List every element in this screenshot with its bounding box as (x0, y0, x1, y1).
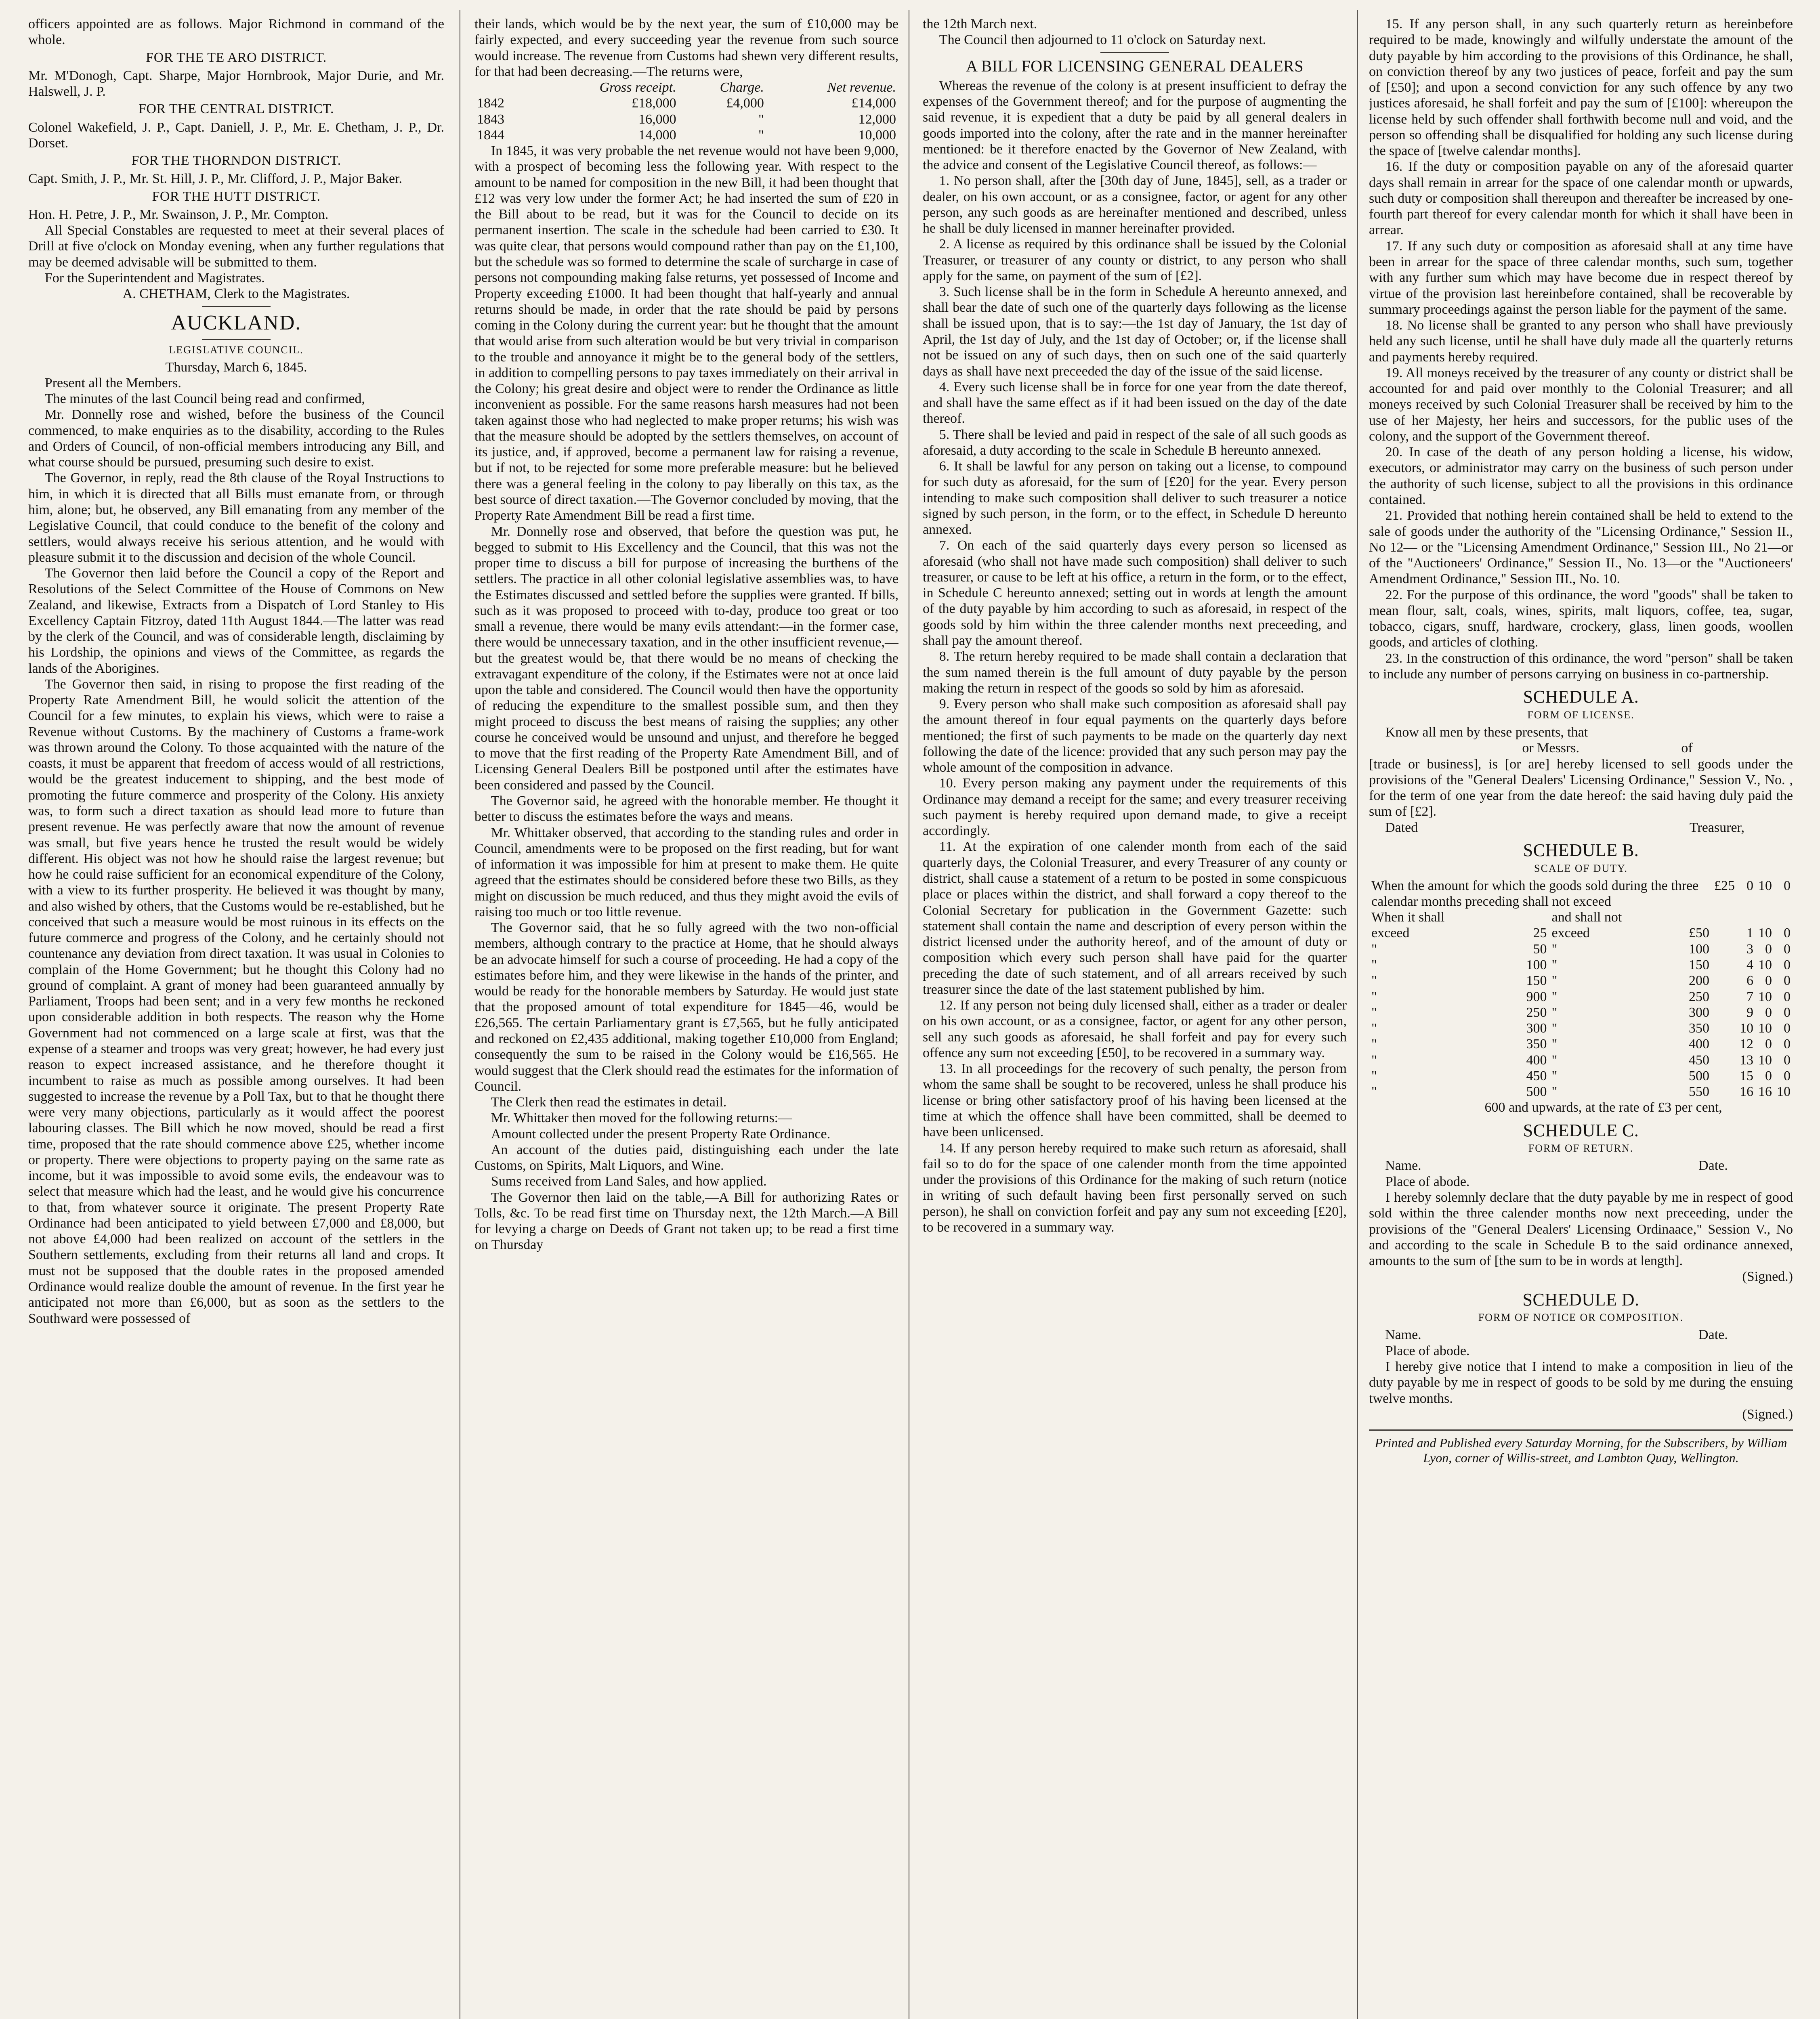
section-9: 9. Every person who shall make such composition as aforesaid shall pay the amount thereof in four equal payments on the quarterly days before mentioned; the first of such payments to be made on the quarterly day next following the date of the licence: provided that any such person may pay the whole amount of the composition in advance. (923, 697, 1347, 775)
schedule-c-title: SCHEDULE C. (1523, 1120, 1639, 1140)
district-members: Colonel Wakefield, J. P., Capt. Daniell, J. P., Mr. E. Chetham, J. P., Dr. Dorset. (28, 120, 444, 151)
pounds-cell: 1 (1746, 926, 1753, 941)
divider (1100, 52, 1169, 53)
label: Date. (1698, 1327, 1728, 1343)
pounds-cell: 0 (1746, 878, 1753, 893)
table-row (1369, 878, 1793, 910)
label: or Messrs. (1522, 741, 1579, 756)
label: of (1681, 741, 1693, 756)
ditto-mark: " (1551, 941, 1558, 957)
ditto-mark: " (1551, 957, 1558, 972)
to-cell: 200 (1688, 973, 1709, 989)
charge-cell: " (758, 127, 764, 143)
table-row (474, 127, 898, 143)
pounds-cell: 3 (1746, 941, 1753, 957)
section-15: 15. If any person shall, in any such quarterly return as hereinbefore required to be made, knowingly and wilfully understate the amount of the duty payable by him according to the provisions of this Ordinance, he shall, on conviction thereof by any two justices of peace, forfeit and pay the sum of [£50]; and upon a second conviction for any such offence by any two justices aforesaid, he shall forfeit and pay the sum of [£100]: whereupon the license held by such offender shall forthwith become null and void, and the person so offending shall be disqualified for holding any such license during the space of [twelve calendar months]. (1369, 17, 1793, 159)
section-3: 3. Such license shall be in the form in Schedule A hereunto annexed, and shall bear the date of such one of the quarterly days following as the license shall be issued upon, that is to say:—the 1st day of January, the 1st day of April, the 1st day of July, and the 1st day of October; or, if the license shall not be issued on any of such days, then on such one of the said quarterly days as shall have next preceeded the day of the issue of the said license. (923, 284, 1347, 379)
schedule-d-name-line (1369, 1327, 1793, 1343)
shillings-cell: 0 (1765, 941, 1772, 957)
schedule-d-title: SCHEDULE D. (1522, 1289, 1639, 1310)
table-row (1369, 973, 1793, 989)
charge-cell: " (758, 111, 764, 127)
pence-cell: 10 (1777, 1084, 1791, 1100)
pounds-cell: 15 (1739, 1068, 1753, 1083)
from-cell: 500 (1526, 1084, 1547, 1100)
section-22: 22. For the purpose of this ordinance, the word "goods" shall be taken to mean flour, salt, coals, wines, spirits, malt liquors, coffee, tea, sugar, tobacco, cigars, snuff, hardware, crockery, glass, linen goods, woollen goods, and articles of clothing. (1369, 587, 1793, 650)
table-row (1369, 1100, 1793, 1115)
ditto-mark: " (1551, 1068, 1558, 1083)
section-19: 19. All moneys received by the treasurer of any county or district shall be accounted for and paid over monthly to the Colonial Treasurer; and all moneys received by such Colonial Treasurer shall be received by him to the use of her Majesty, her heirs and successors, for the public uses of the colony, and the support of the Government thereof. (1369, 365, 1793, 444)
paragraph: Mr. Whittaker observed, that according to the standing rules and order in Council, amendments were to be proposed on the first reading, but for want of information it was impossible for him at present to make them. He quite agreed that the estimates should be considered before these two Bills, as they might on discussion be much reduced, and thus they might avoid the evils of raising too much or too little revenue. (474, 825, 898, 919)
pence-cell: 0 (1784, 878, 1791, 893)
shillings-cell: 0 (1765, 1068, 1772, 1083)
paragraph: An account of the duties paid, distinguishing each under the late Customs, on Spirits, Malt Liquors, and Wine. (474, 1142, 898, 1173)
revenue-table (474, 80, 898, 143)
to-cell: 150 (1688, 957, 1709, 972)
district-heading: FOR THE THORNDON DISTRICT. (131, 153, 341, 168)
paragraph: In 1845, it was very probable the net revenue would not have been 9,000, with a prospect of becoming less the following year. With respect to the amount to be named for composition in the new Bill, it had been thought that £12 was very low under the former Act; he had inserted the sum of £20 in the Bill about to be read, but it was for the Council to decide on its permanent insertion. The scale in the schedule had been carried to £30. It was quite clear, that persons would compound rather than pay on the £1,100, but the schedule was so formed to determine the scale of surcharge in case of persons not compounding making false returns, yet possessed of Income and Property exceeding £1000. It had been thought that half-yearly and annual returns should be made, in order that the rate should be paid by persons coming in the Colony during the current year: but he thought that the amount that would arise from such alteration would be but very trivial in comparison to the trouble and annoyance it might be to the general body of the settlers, in addition to compelling persons to pay taxes immediately on their arrival in the Colony; his great desire and object were to render the Ordinance as little inconvenient as possible. For the same reasons harsh measures had not been taken against those who had neglected to make proper returns; his wish was that the measure should be adopted by the settlers themselves, on account of its justice, and, if approved, become a permanent law for raising a revenue, but if not, to be rejected for some more preferable measure: but he believed there was a general feeling in the colony to pay liberally on this tax, as the best source of direct taxation.—The Governor concluded by moving, that the Property Rate Amendment Bill be read a first time. (474, 143, 898, 523)
table-row (1369, 957, 1793, 973)
pounds-cell: 6 (1746, 973, 1753, 989)
shillings-cell: 10 (1758, 1021, 1772, 1036)
signed-label: (Signed.) (1742, 1406, 1793, 1422)
to-cell: 250 (1688, 989, 1709, 1004)
shillings-cell: 10 (1758, 926, 1772, 941)
district-heading: FOR THE HUTT DISTRICT. (152, 189, 321, 204)
schedule-d-subtitle: FORM OF NOTICE OR COMPOSITION. (1478, 1312, 1684, 1324)
to-cell: 100 (1688, 941, 1709, 957)
table-row (1369, 909, 1793, 925)
pence-cell: 0 (1784, 973, 1791, 989)
ditto-mark: " (1551, 1037, 1558, 1052)
paragraph: The Governor, in reply, read the 8th clause of the Royal Instructions to him, in which it is directed that all Bills must emanate from, or through him, alone; but, he observed, any Bill emanating from any member of the Legislative Council, that could conduce to the benefit of the colony and settlers, would always receive his serious attention, and he would with pleasure submit it to the discussion and decision of the whole Council. (28, 470, 444, 565)
section-6: 6. It shall be lawful for any person on taking out a license, to compound for such duty as aforesaid, for the sum of [£20] for the year. Every person intending to make such composition shall deliver to such treasurer a notice signed by such person, in the form, or to the effect, in Schedule D hereunto annexed. (923, 459, 1347, 537)
pence-cell: 0 (1784, 1052, 1791, 1068)
column-4 (1369, 16, 1793, 2019)
gross-cell: £18,000 (632, 96, 676, 111)
pence-cell: 0 (1784, 957, 1791, 972)
section-1: 1. No person shall, after the [30th day of June, 1845], sell, as a trader or dealer, on his own account, or as a consignee, factor, or agent for any other person, any such goods as are hereinafter mentioned and described, unless he shall be duly licensed in manner hereinafter provided. (923, 173, 1347, 236)
ditto-mark: " (1551, 1005, 1558, 1020)
net-cell: £14,000 (851, 96, 896, 111)
schedule-b-table (1369, 878, 1793, 1116)
shillings-cell: 10 (1758, 878, 1772, 893)
from-cell: 350 (1526, 1037, 1547, 1052)
schedule-a-know: Know all men by these presents, that (1385, 724, 1588, 740)
section-5: 5. There shall be levied and paid in respect of the sale of all such goods as aforesaid, a duty according to the scale in Schedule B hereunto annexed. (923, 427, 1347, 458)
section-10: 10. Every person making any payment under the requirements of this Ordinance may demand a receipt for the same; and every treasurer receiving such payment is hereby required upon demand made, to give a receipt accordingly. (923, 776, 1347, 839)
table-row (1369, 925, 1793, 941)
paragraph: All Special Constables are requested to meet at their several places of Drill at five o'clock on Monday evening, when any further regulations that may be deemed advisable will be submitted to them. (28, 223, 444, 270)
paragraph: The Governor then said, in rising to propose the first reading of the Property Rate Amendment Bill, he would solicit the attention of the Council for a few minutes, to explain his views, which were to raise a Revenue without Customs. By the machinery of Customs a frame-work was thrown around the Colony. To those acquainted with the nature of the coasts, it must be apparent that freedom of access would of all restrictions, would be the greatest inducement to shipping, and the best mode of promoting the future commerce and prosperity of the Colony. His anxiety was, to form such a direct taxation as should lead more to future than present revenue. He was perfectly aware that now the amount of revenue was small, but five years hence he trusted the result would be widely different. His object was not how he should raise the largest revenue; but how he could raise sufficient for an economical expenditure of the Colony, with a view to its further prosperity. He believed it was thought by many, and also wished by others, that the Customs would be re-established, but he conceived that such a measure would be most ruinous in its effects on the future commerce and progress of the Colony, and he certainly should not countenance any deviation from direct taxation. It was usual in Colonies to complain of the Home Government; but he thought this Colony had no ground of complaint. A grant of money had been guaranteed annually by Parliament, Troops had been sent; and in a very few months he reckoned upon considerable addition in both respects. The reason why the Home Government had not commenced on a large scale at first, was that the expense of a steamer and troops was very great; however, he had every just reason to expect increased assistance, and he therefore thought it incumbent to raise as much as possible among ourselves. It had been suggested to increase the revenue by a Poll Tax, but to that he thought there were very many objections, particularly as it would affect the poorest labouring classes. The Bill which he now moved, should be read a first time, proposed that the rate should commence above £25, whether income or property. There were objections to property paying on the same rate as income, but it was impossible to avoid some evils, the endeavour was to select that measure which had the least, and he would give his concurrence to that, from whatever source it originate. The present Property Rate Ordinance had been anticipated to yield between £7,000 and £8,000, but not above £4,000 had been realized on account of the settlers in the Southern settlements, excluding from their returns all land and crops. It must not be supposed that the double rates in the proposed amended Ordinance would realize double the amount of revenue. In the first year he anticipated not more than £6,000, but as soon as the settlers to the Southward were possessed of (28, 676, 444, 1326)
from-cell: 250 (1526, 1005, 1547, 1020)
section-8: 8. The return hereby required to be made shall contain a declaration that the sum named therein is the full amount of duty payable by the person making the return in respect of the goods so sold by him as aforesaid. (923, 649, 1347, 696)
section-2: 2. A license as required by this ordinance shall be issued by the Colonial Treasurer, or treasurer of any county or district, to any person who shall apply for the same, on payment of the sum of [£2]. (923, 237, 1347, 283)
label: Name. (1385, 1327, 1421, 1343)
pounds-cell: 9 (1746, 1005, 1753, 1020)
to-cell: 400 (1688, 1037, 1709, 1052)
label: Place of abode. (1385, 1174, 1470, 1189)
from-cell: 150 (1526, 973, 1547, 989)
schedule-a-body: [trade or business], is [or are] hereby licensed to sell goods under the provisions of the "General Dealers' Licensing Ordinance," Session V., No. , for the term of one year from the date hereof: the said having duly paid the sum of [£2]. (1369, 756, 1793, 819)
subsection-title: LEGISLATIVE COUNCIL. (169, 344, 304, 356)
schedule-b-last: 600 and upwards, at the rate of £3 per cent, (1484, 1100, 1722, 1115)
ditto-mark: " (1371, 1037, 1377, 1052)
date-line: Thursday, March 6, 1845. (165, 359, 307, 375)
column-2 (474, 16, 898, 2019)
paragraph: Amount collected under the present Property Rate Ordinance. (491, 1126, 831, 1142)
section-14: 14. If any person hereby required to make such return as aforesaid, shall fail so to do for the space of one calender month from the time appointed under the provisions of this Ordinance for the making of such return (notice in writing of such default having been first personally served on such person), he shall on conviction forfeit and pay any sum not exceeding [£20], to be recovered in a summary way. (923, 1140, 1347, 1235)
schedule-c-name-line (1369, 1158, 1793, 1173)
table-row (1369, 941, 1793, 957)
from-cell: 50 (1533, 941, 1547, 957)
net-cell: 10,000 (858, 127, 896, 143)
signature: A. CHETHAM, Clerk to the Magistrates. (122, 286, 350, 302)
pence-cell: 0 (1784, 1068, 1791, 1083)
section-23: 23. In the construction of this ordinance, the word "person" shall be taken to include any number of persons carrying on business in co-partnership. (1369, 651, 1793, 682)
column-header: Charge. (720, 80, 764, 95)
gross-cell: 14,000 (638, 127, 676, 143)
paragraph: The Council then adjourned to 11 o'clock on Saturday next. (939, 32, 1266, 48)
paragraph: Mr. Donnelly rose and wished, before the business of the Council commenced, to make enquiries as to the disability, according to the Rules and Orders of Council, of non-official members introducing any Bill, and what course should be pursued, presuming such desire to exist. (28, 407, 444, 470)
paragraph: Present all the Members. (44, 375, 181, 390)
table-row (474, 111, 898, 127)
label: Name. (1385, 1158, 1421, 1173)
to-cell: 350 (1688, 1021, 1709, 1036)
to-cell: 300 (1688, 1005, 1709, 1020)
section-16: 16. If the duty or composition payable on any of the aforesaid quarter days shall remain in arrear for the space of one calendar month or upwards, such duty or composition shall thereupon and thereafter be increased by one-fourth part thereof for every calendar month for which it shall have been in arrear. (1369, 159, 1793, 238)
label: Date. (1698, 1158, 1728, 1173)
charge-cell: £4,000 (726, 96, 764, 111)
imprint: Printed and Published every Saturday Morning, for the Subscribers, by William Lyon, corner of Willis-street, and Lambton Quay, Wellington. (1369, 1429, 1793, 1465)
schedule-b-title: SCHEDULE B. (1523, 840, 1639, 860)
paragraph: officers appointed are as follows. Major Richmond in command of the whole. (28, 17, 444, 48)
table-row (1369, 1068, 1793, 1084)
district-members: Hon. H. Petre, J. P., Mr. Swainson, J. P., Mr. Compton. (28, 207, 329, 222)
to-cell: 550 (1688, 1084, 1709, 1100)
district-heading: FOR THE CENTRAL DISTRICT. (138, 101, 334, 117)
pounds-cell: 12 (1739, 1037, 1753, 1052)
paragraph: Sums received from Land Sales, and how applied. (491, 1174, 767, 1189)
pence-cell: 0 (1784, 941, 1791, 957)
shillings-cell: 10 (1758, 989, 1772, 1004)
signed-label: (Signed.) (1742, 1269, 1793, 1284)
table-row (1369, 1020, 1793, 1036)
column-3 (923, 16, 1347, 2019)
pounds-cell: 16 (1739, 1084, 1753, 1100)
section-18: 18. No license shall be granted to any person who shall have previously held any such license, until he shall have duly made all the quarterly returns and payments hereby required. (1369, 318, 1793, 365)
section-12: 12. If any person not being duly licensed shall, either as a trader or dealer on his own account, or as a consignee, factor, or agent for any other person, sell any such goods as aforesaid, he shall forfeit and pay for every such offence any sum not exceeding [£50], to be recovered in a summary way. (923, 998, 1347, 1060)
pounds-cell: 7 (1746, 989, 1753, 1004)
from-cell: 450 (1526, 1068, 1547, 1083)
paragraph: their lands, which would be by the next year, the sum of £10,000 may be fairly expected, and every succeeding year the revenue from such source would increase. The revenue from Customs had shewn very different results, for that had been decreasing.—The returns were, (474, 17, 898, 79)
schedule-b-intro: When the amount for which the goods sold during the three calendar months preceding shall not exceed (1371, 878, 1699, 909)
label: exceed (1551, 926, 1590, 941)
pence-cell: 0 (1784, 926, 1791, 941)
pence-cell: 0 (1784, 1021, 1791, 1036)
label: and shall not (1551, 910, 1622, 925)
ditto-mark: " (1551, 1052, 1558, 1068)
ditto-mark: " (1371, 1005, 1377, 1020)
section-title: AUCKLAND. (171, 311, 302, 334)
schedule-c-body: I hereby solemnly declare that the duty payable by me in respect of good sold within the three calender months now next preceeding, under the provisions of the "General Dealers' Licensing Ordinaace," Session V., No and according to the scale in Schedule B to the said ordinance annexed, amounts to the sum of [the sum to be in words at length]. (1369, 1190, 1793, 1269)
table-row (1369, 1036, 1793, 1052)
paragraph: The Clerk then read the estimates in detail. (491, 1095, 727, 1110)
to-cell: 450 (1688, 1052, 1709, 1068)
ditto-mark: " (1371, 941, 1377, 957)
schedule-a-subtitle: FORM OF LICENSE. (1527, 709, 1635, 721)
pence-cell: 0 (1784, 1005, 1791, 1020)
label: When it shall (1371, 910, 1445, 925)
paragraph: The Governor then laid on the table,—A Bill for authorizing Rates or Tolls, &c. To be read first time on Thursday next, the 12th March.—A Bill for levying a charge on Deeds of Grant not taken up; to be read a first time on Thursday (474, 1190, 898, 1253)
net-cell: 12,000 (858, 111, 896, 127)
pence-cell: 0 (1784, 1037, 1791, 1052)
shillings-cell: 16 (1758, 1084, 1772, 1100)
table-header-row (474, 80, 898, 95)
schedule-d-body: I hereby give notice that I intend to make a composition in lieu of the duty payable by me in respect of goods to be sold by me during the ensuing twelve months. (1369, 1359, 1793, 1406)
paragraph: Mr. Whittaker then moved for the following returns:— (491, 1110, 792, 1126)
from-cell: 100 (1526, 957, 1547, 972)
shillings-cell: 0 (1765, 1037, 1772, 1052)
table-row (474, 95, 898, 111)
ditto-mark: " (1371, 973, 1377, 989)
ditto-mark: " (1371, 957, 1377, 972)
ditto-mark: " (1371, 1068, 1377, 1083)
from-cell: 400 (1526, 1052, 1547, 1068)
ditto-mark: " (1551, 989, 1558, 1004)
pounds-cell: 4 (1746, 957, 1753, 972)
ditto-mark: " (1551, 1084, 1558, 1100)
divider (202, 339, 271, 340)
section-11: 11. At the expiration of one calender month from each of the said quarterly days, the Colonial Treasurer, and every Treasurer of any county or district, shall cause a statement of a return to be posted in some conspicuous place or places within the district, and shall forward a copy thereof to the Colonial Secretary for publication in the Government Gazette: such statement shall contain the name and description of every person within the district licensed under the authority hereof, and of the amount of duty or composition which every such person shall have paid for the quarter preceding the date of such statement, and of all arrears received by such treasurer since the date of the last statement published by him. (923, 839, 1347, 997)
table-row (1369, 1084, 1793, 1100)
bill-title: A BILL FOR LICENSING GENERAL DEALERS (966, 57, 1304, 75)
paragraph: For the Superintendent and Magistrates. (44, 270, 265, 285)
ditto-mark: " (1371, 1084, 1377, 1100)
gross-cell: 16,000 (638, 111, 676, 127)
schedule-a-or-line (1369, 740, 1793, 756)
from-cell: 25 (1533, 926, 1547, 941)
year-cell: 1844 (477, 127, 504, 143)
divider (202, 306, 271, 307)
shillings-cell: 10 (1758, 957, 1772, 972)
schedule-b-subtitle: SCALE OF DUTY. (1534, 862, 1628, 874)
from-cell: 900 (1526, 989, 1547, 1004)
label: Place of abode. (1385, 1343, 1470, 1358)
pence-cell: 0 (1784, 989, 1791, 1004)
preamble: Whereas the revenue of the colony is at present insufficient to defray the expenses of the Government thereof; and for the purpose of augmenting the said revenue, it is expedient that a duty be paid by all general dealers in goods imported into the colony, after the rate and in the manner hereinafter mentioned: be it therefore enacted by the Governor of New Zealand, with the advice and consent of the Legislative Council thereof, as follows:— (923, 78, 1347, 173)
district-heading: FOR THE TE ARO DISTRICT. (146, 50, 327, 65)
to-cell: 500 (1688, 1068, 1709, 1083)
paragraph: the 12th March next. (923, 17, 1037, 31)
table-row (1369, 1052, 1793, 1068)
table-row (1369, 1005, 1793, 1020)
amount-cell: £25 (1714, 878, 1735, 893)
paragraph: Mr. Donnelly rose and observed, that before the question was put, he begged to submit to His Excellency and the Council, that this was not the proper time to discuss a bill for purpose of increasing the burthens of the settlers. The practice in all other colonial legislative assemblies was, to have the Estimates discussed and settled before the supplies were granted. If bills, such as it was proposed to proceed with to-day, produce too great or too small a revenue, there would be many evils attendant:—in the former case, there would be unnecessary taxation, and in the other insufficient revenue,—but the greatest would be, that there would be no means of checking the extravagant expenditure of the colony, if the Estimates were not at once laid upon the table and considered. The Council would then have the opportunity of reducing the expenditure to the smallest possible sum, and then they might proceed to discuss the best means of raising the supplies; any other course he conceived would be unsound and unjust, and therefore he begged to move that the first reading of the Property Rate Amendment Bill, and of Licensing General Dealers Bill be postponed until after the estimates have been considered and passed by the Council. (474, 524, 898, 793)
paragraph: The Governor said, he agreed with the honorable member. He thought it better to discuss the estimates before the ways and means. (474, 793, 898, 825)
table-row (1369, 989, 1793, 1005)
from-cell: 300 (1526, 1021, 1547, 1036)
year-cell: 1843 (477, 111, 504, 127)
schedule-b-rows (1369, 941, 1793, 1100)
ditto-mark: " (1551, 1021, 1558, 1036)
section-13: 13. In all proceedings for the recovery of such penalty, the person from whom the same shall be sought to be recovered, unless he shall produce his license or bring other satisfactory proof of his having been licensed at the time at which the offence shall have been committed, shall be deemed to have been unlicensed. (923, 1061, 1347, 1140)
section-20: 20. In case of the death of any person holding a license, his widow, executors, or administrator may carry on the business of such person under the authority of such license, subject to all the provisions in this ordinance contained. (1369, 445, 1793, 507)
column-rule (1357, 10, 1358, 2019)
ditto-mark: " (1371, 989, 1377, 1004)
district-members: Mr. M'Donogh, Capt. Sharpe, Major Hornbrook, Major Durie, and Mr. Halswell, J. P. (28, 68, 444, 99)
section-21: 21. Provided that nothing herein contained shall be held to extend to the sale of goods under the authority of the "Licensing Ordinance," Session II., No 12— or the "Licensing Amendment Ordinance," Session III., No 21—or of the "Auctioneers' Ordinance," Session II., No. 13—or the "Auctioneers' Amendment Ordinance," Session III., No. 10. (1369, 508, 1793, 587)
column-header: Net revenue. (827, 80, 896, 95)
shillings-cell: 10 (1758, 1052, 1772, 1068)
shillings-cell: 0 (1765, 1005, 1772, 1020)
label: Treasurer, (1689, 820, 1744, 835)
label: exceed (1371, 926, 1410, 941)
label: Dated (1385, 820, 1418, 835)
section-7: 7. On each of the said quarterly days every person so licensed as aforesaid (who shall not have made such composition) shall deliver to such treasurer, or cause to be left at his office, a return in the form, or to the effect, in Schedule C hereunto annexed; setting out in words at length the amount of the duty payable by him according to such as aforesaid, in respect of the goods sold by him within the three calender months next preceeding, and shall pay the amount thereof. (923, 538, 1347, 649)
pounds-cell: 13 (1739, 1052, 1753, 1068)
schedule-c-subtitle: FORM OF RETURN. (1528, 1142, 1634, 1154)
shillings-cell: 0 (1765, 973, 1772, 989)
schedule-a-dated-line (1369, 820, 1793, 835)
section-17: 17. If any such duty or composition as aforesaid shall at any time have been in arrear for the space of three calendar months, such sum, together with any further sum which may have become due in respect thereof by virtue of the provision last hereinbefore contained, shall be recoverable by summary proceedings against the person liable for the payment of the same. (1369, 238, 1793, 317)
ditto-mark: " (1371, 1052, 1377, 1068)
pounds-cell: 10 (1739, 1021, 1753, 1036)
schedule-a-title: SCHEDULE A. (1523, 687, 1639, 707)
ditto-mark: " (1371, 1021, 1377, 1036)
column-header: Gross receipt. (599, 80, 676, 95)
paragraph: The minutes of the last Council being read and confirmed, (44, 391, 365, 407)
district-members: Capt. Smith, J. P., Mr. St. Hill, J. P., Mr. Clifford, J. P., Major Baker. (28, 171, 403, 187)
column-1 (28, 16, 444, 2019)
ditto-mark: " (1551, 973, 1558, 989)
year-cell: 1842 (477, 96, 504, 111)
to-cell: £50 (1688, 926, 1709, 941)
paragraph: The Governor said, that he so fully agreed with the two non-official members, although contrary to the practice at Home, that he should always be an advocate himself for such a course of proceeding. He had a copy of the estimates before him, and they were likewise in the hands of the printer, and would be ready for the honorable members by Saturday. He would just state that the proposed amount of total expenditure for 1845—46, would be £26,565. The certain Parliamentary grant is £7,565, but he fully anticipated and reckoned on £2,435 additional, making together £10,000 from England; consequently the sum to be raised in the Colony would be £16,565. He would suggest that the Clerk should read the estimates for the information of Council. (474, 920, 898, 1094)
paragraph: The Governor then laid before the Council a copy of the Report and Resolutions of the Select Committee of the House of Commons on New Zealand, and likewise, Extracts from a Dispatch of Lord Stanley to His Excellency Captain Fitzroy, dated 11th August 1844.—The latter was read by the clerk of the Council, and was of considerable length, disclaiming by his Lordship, the opinions and views of the Committee, as regards the lands of the Aborigines. (28, 566, 444, 676)
section-4: 4. Every such license shall be in force for one year from the date thereof, and shall have the same effect as if it had been issued on the day of the date thereof. (923, 379, 1347, 426)
